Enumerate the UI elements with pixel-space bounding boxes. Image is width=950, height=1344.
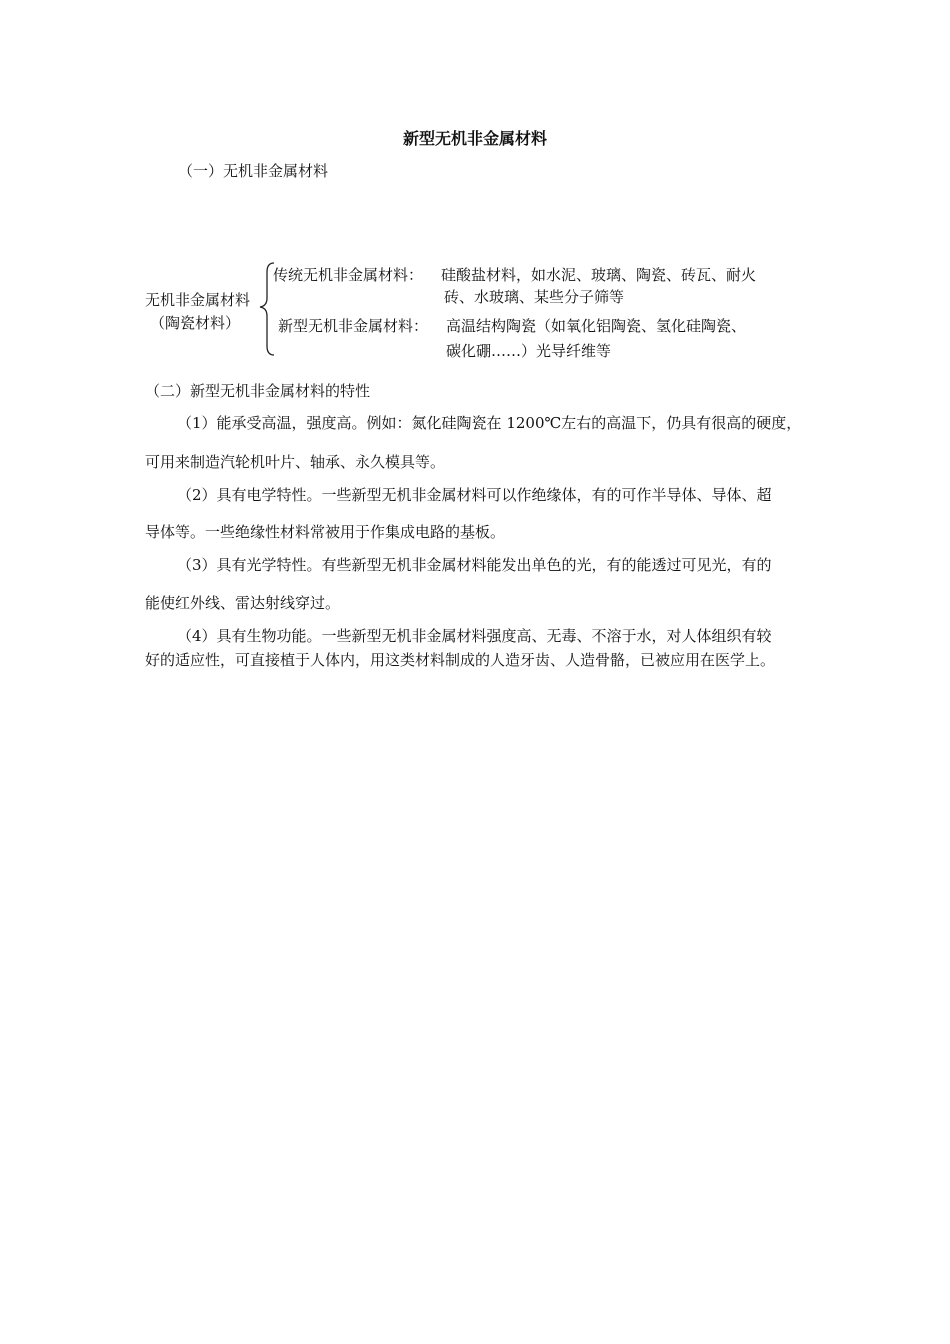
diagram-root-sublabel: （陶瓷材料） — [150, 314, 241, 332]
point-2-line1: （2）具有电学特性。一些新型无机非金属材料可以作绝缘体，有的可作半导体、导体、超 — [177, 486, 772, 504]
point-1-line1: （1）能承受高温，强度高。例如：氮化硅陶瓷在 1200℃左右的高温下，仍具有很高的硬度， — [177, 414, 802, 432]
point-1-line2: 可用来制造汽轮机叶片、轴承、永久模具等。 — [145, 453, 446, 471]
diagram-branch-new-text-cont: 碳化硼……）光导纤维等 — [446, 342, 612, 360]
point-4-line2: 好的适应性，可直接植于人体内，用这类材料制成的人造牙齿、人造骨骼，已被应用在医学上。 — [145, 651, 776, 669]
point-3-line2: 能使红外线、雷达射线穿过。 — [145, 594, 341, 612]
diagram-branch-traditional-label: 传统无机非金属材料： — [273, 266, 424, 284]
section-heading-2: （二）新型无机非金属材料的特性 — [145, 382, 371, 400]
diagram-branch-new-text: 高温结构陶瓷（如氧化铝陶瓷、氢化硅陶瓷、 — [446, 317, 747, 335]
page-title: 新型无机非金属材料 — [402, 129, 547, 148]
diagram-branch-new-label: 新型无机非金属材料： — [278, 317, 429, 335]
point-4-line1: （4）具有生物功能。一些新型无机非金属材料强度高、无毒、不溶于水，对人体组织有较 — [177, 627, 772, 645]
diagram-branch-traditional-text: 硅酸盐材料，如水泥、玻璃、陶瓷、砖瓦、耐火 — [441, 266, 757, 284]
section-heading-1: （一）无机非金属材料 — [178, 162, 329, 180]
diagram-branch-traditional-text-cont: 砖、水玻璃、某些分子筛等 — [444, 288, 625, 306]
point-3-line1: （3）具有光学特性。有些新型无机非金属材料能发出单色的光，有的能透过可见光，有的 — [177, 556, 772, 574]
diagram-root-label: 无机非金属材料 — [145, 291, 251, 309]
point-2-line2: 导体等。一些绝缘性材料常被用于作集成电路的基板。 — [145, 523, 506, 541]
